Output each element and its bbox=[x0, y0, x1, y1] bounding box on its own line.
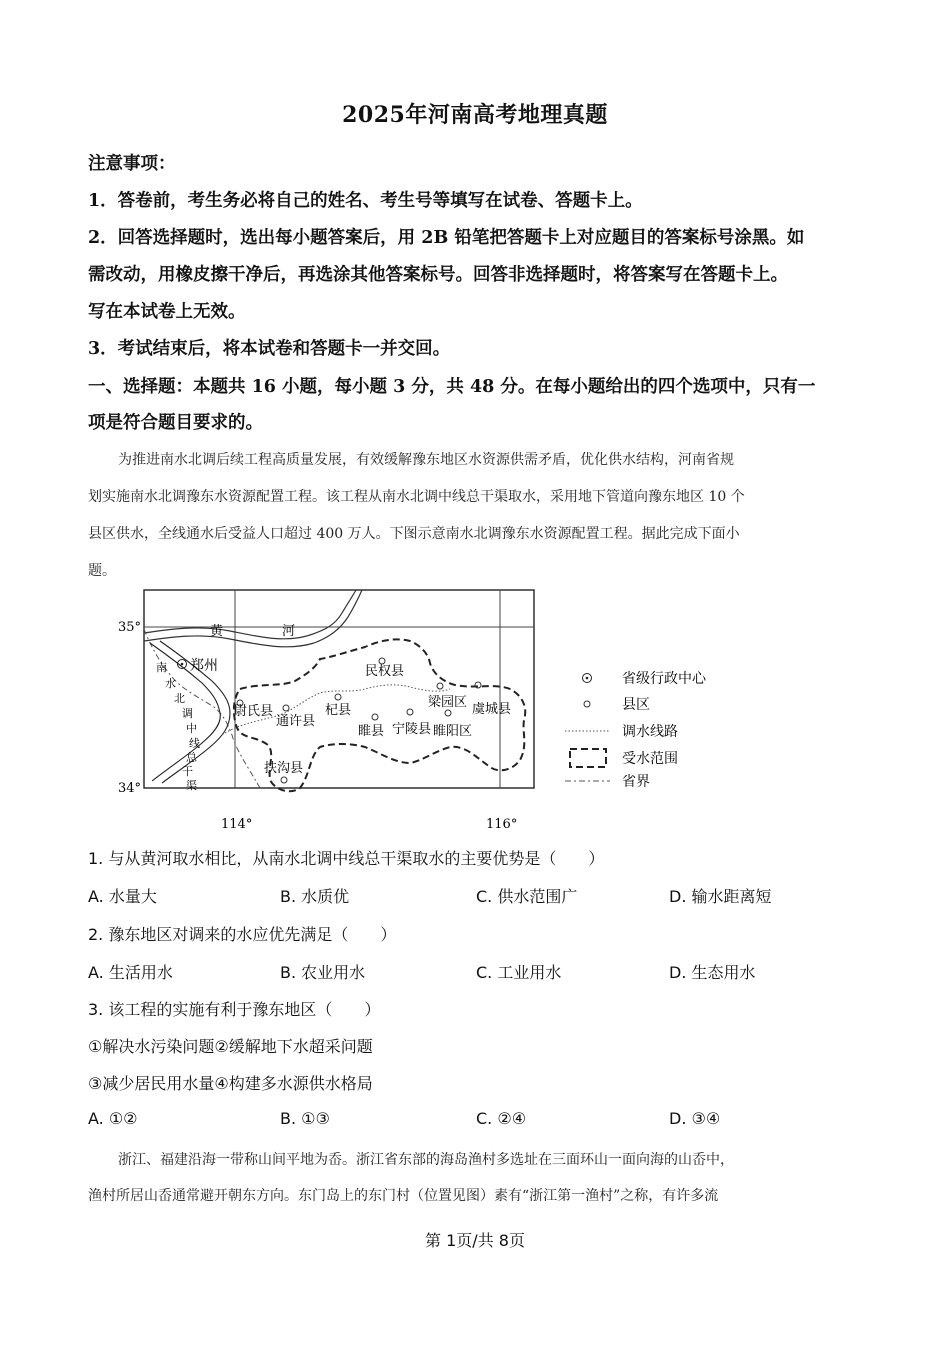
tongxu-marker bbox=[283, 705, 289, 711]
svg-text:水: 水 bbox=[165, 677, 176, 690]
question-3-option-a: A. ①② bbox=[88, 1109, 138, 1128]
county-markers bbox=[234, 658, 511, 783]
svg-text:中: 中 bbox=[186, 722, 197, 735]
passage1-line-3: 县区供水，全线通水后受益人口超过 400 万人。下图示意南水北调豫东水资源配置工程。据此完成下面小 bbox=[88, 526, 740, 542]
question-1-stem: 1. 与从黄河取水相比，从南水北调中线总干渠取水的主要优势是（ ） bbox=[88, 849, 605, 868]
liangyuan-label: 梁园区 bbox=[428, 695, 468, 710]
question-3-stem: 3. 该工程的实施有利于豫东地区（ ） bbox=[88, 1000, 381, 1019]
fugou-marker bbox=[281, 777, 287, 783]
lat-35-label: 35° bbox=[118, 620, 142, 635]
question-3-option-c: C. ②④ bbox=[476, 1109, 527, 1128]
tongxu-label: 通许县 bbox=[276, 714, 316, 729]
legend-area-label: 受水范围 bbox=[622, 751, 678, 767]
fugou-label: 扶沟县 bbox=[264, 761, 304, 776]
passage1-line-4: 题。 bbox=[88, 563, 116, 579]
question-3-option-d: D. ③④ bbox=[669, 1109, 721, 1128]
lat-34-label: 34° bbox=[118, 781, 142, 796]
question-1-option-b: B. 水质优 bbox=[280, 887, 350, 906]
map-legend bbox=[565, 670, 707, 790]
section-heading-line-2: 项是符合题目要求的。 bbox=[88, 413, 263, 433]
svg-text:线: 线 bbox=[189, 737, 200, 750]
qixian-marker bbox=[335, 694, 341, 700]
yucheng-label: 虞城县 bbox=[472, 702, 512, 717]
notice-item-3: 3．考试结束后，将本试卷和答题卡一并交回。 bbox=[88, 339, 451, 359]
legend-county-label: 县区 bbox=[622, 697, 650, 713]
question-1-option-a: A. 水量大 bbox=[88, 887, 157, 906]
notice-item-2-line-1: 2．回答选择题时，选出每小题答案后，用 2B 铅笔把答题卡上对应题目的答案标号涂黑。如 bbox=[88, 228, 805, 248]
minquan-label: 民权县 bbox=[365, 664, 405, 679]
ningling-marker bbox=[407, 709, 413, 715]
suiyang-marker bbox=[445, 710, 451, 716]
question-3-statements-line-2: ③减少居民用水量④构建多水源供水格局 bbox=[88, 1074, 373, 1093]
svg-text:南: 南 bbox=[156, 661, 167, 674]
question-3-statements-line-1: ①解决水污染问题②缓解地下水超采问题 bbox=[88, 1037, 373, 1056]
question-2-stem: 2. 豫东地区对调来的水应优先满足（ ） bbox=[88, 925, 397, 944]
lon-116-label: 116° bbox=[486, 817, 518, 832]
question-2-option-b: B. 农业用水 bbox=[280, 963, 366, 982]
svg-text:渠: 渠 bbox=[186, 779, 197, 792]
notice-heading: 注意事项： bbox=[88, 154, 176, 174]
svg-text:干: 干 bbox=[182, 765, 193, 778]
legend-county-icon bbox=[584, 701, 590, 707]
legend-route-label: 调水线路 bbox=[622, 724, 678, 740]
svg-text:调: 调 bbox=[182, 707, 193, 720]
suiyang-label: 睢阳区 bbox=[433, 724, 473, 739]
river-label-huang: 黄 bbox=[210, 624, 224, 639]
suixian-label: 睢县 bbox=[358, 724, 385, 739]
legend-area-icon bbox=[570, 749, 606, 767]
zhengzhou-marker-dot bbox=[181, 663, 184, 666]
question-2-option-c: C. 工业用水 bbox=[476, 963, 562, 982]
notice-item-2-line-3: 写在本试卷上无效。 bbox=[88, 302, 246, 322]
passage2-line-2: 渔村所居山岙通常避开朝东方向。东门岛上的东门村（位置见图）素有“浙江第一渔村”之称，有许多流 bbox=[88, 1188, 719, 1204]
svg-text:北: 北 bbox=[174, 692, 185, 705]
passage2-line-1: 浙江、福建沿海一带称山间平地为岙。浙江省东部的海岛渔村多选址在三面环山一面向海的山岙中， bbox=[118, 1152, 734, 1168]
ningling-label: 宁陵县 bbox=[392, 722, 432, 737]
notice-item-2-line-2: 需改动，用橡皮擦干净后，再选涂其他答案标号。回答非选择题时，将答案写在答题卡上。 bbox=[88, 265, 788, 285]
river-label-he: 河 bbox=[282, 624, 296, 639]
passage1-line-1: 为推进南水北调后续工程高质量发展，有效缓解豫东地区水资源供需矛盾，优化供水结构，河南省规 bbox=[118, 452, 734, 468]
question-2-option-d: D. 生态用水 bbox=[669, 963, 756, 982]
legend-capital-label: 省级行政中心 bbox=[622, 671, 706, 687]
passage1-line-2: 划实施南水北调豫东水资源配置工程。该工程从南水北调中线总干渠取水，采用地下管道向豫东地区 10 个 bbox=[88, 489, 745, 505]
question-1-option-d: D. 输水距离短 bbox=[669, 887, 772, 906]
svg-text:总: 总 bbox=[186, 751, 197, 764]
water-transfer-map bbox=[110, 585, 730, 835]
weishi-label: 尉氏县 bbox=[234, 704, 274, 719]
qixian-label: 杞县 bbox=[325, 703, 352, 718]
notice-item-1: 1．答卷前，考生务必将自己的姓名、考生号等填写在试卷、答题卡上。 bbox=[88, 191, 643, 211]
question-1-option-c: C. 供水范围广 bbox=[476, 887, 578, 906]
zhengzhou-label: 郑州 bbox=[190, 658, 218, 674]
question-3-option-b: B. ①③ bbox=[280, 1109, 330, 1128]
suixian-marker bbox=[372, 714, 378, 720]
yellow-river-bank-north bbox=[144, 590, 356, 639]
yellow-river-bank-south bbox=[144, 590, 362, 647]
liangyuan-marker bbox=[437, 683, 443, 689]
page-footer: 第 1页/共 8页 bbox=[425, 1231, 525, 1250]
page-title: 2025年河南高考地理真题 bbox=[342, 102, 608, 128]
legend-boundary-label: 省界 bbox=[622, 774, 650, 790]
section-heading-line-1: 一、选择题：本题共 16 小题，每小题 3 分，共 48 分。在每小题给出的四个选项中，只有一 bbox=[88, 377, 816, 397]
question-2-option-a: A. 生活用水 bbox=[88, 963, 173, 982]
map-frame bbox=[144, 590, 534, 788]
lon-114-label: 114° bbox=[221, 817, 253, 832]
